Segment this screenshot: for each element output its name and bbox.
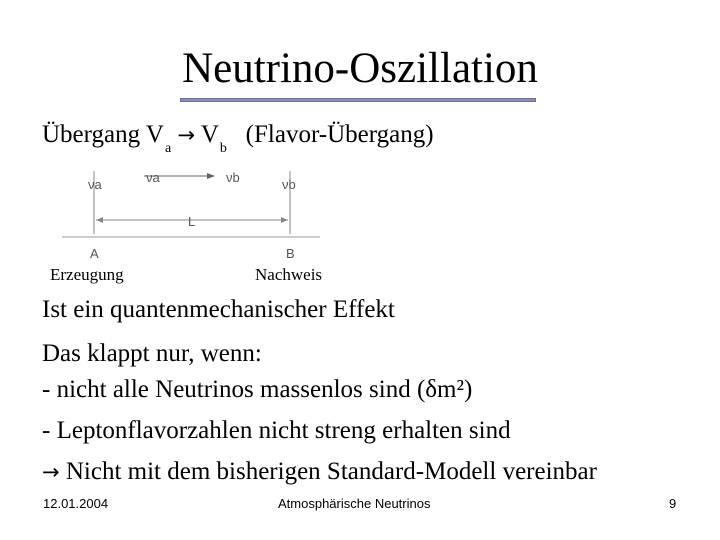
conclusion-text: Nicht mit dem bisherigen Standard-Modell vereinbar	[59, 458, 597, 485]
body-line-3: - nicht alle Neutrinos massenlos sind (δm²)	[42, 376, 473, 403]
slide-title: Neutrino-Oszillation	[182, 45, 538, 92]
transition-sub-b: b	[219, 141, 227, 156]
transition-line	[42, 120, 434, 164]
transition-sub-a: a	[164, 141, 172, 156]
footer-page-number: 9	[669, 496, 677, 511]
distance-arrow-left	[96, 217, 103, 223]
transition-prefix: Übergang V	[42, 121, 164, 148]
body-line-1: Ist ein quantenmechanischer Effekt	[42, 296, 395, 323]
point-b-label: B	[286, 246, 295, 261]
nu-b-arrow-label: νb	[226, 170, 240, 185]
body-line-4: - Leptonflavorzahlen nicht streng erhalten sind	[42, 417, 511, 444]
body-line-2: Das klappt nur, wenn:	[42, 340, 262, 367]
title-underline	[180, 98, 536, 102]
distance-arrow-right	[281, 217, 288, 223]
oscillation-diagram	[56, 168, 336, 268]
footer-date: 12.01.2004	[43, 496, 109, 511]
arrow-right-icon: →	[42, 460, 60, 484]
detection-caption: Nachweis	[255, 265, 323, 284]
point-a-label: A	[90, 246, 99, 261]
conclusion-line	[42, 457, 597, 487]
nu-a-left-label: νa	[88, 177, 102, 192]
nu-a-arrow-label: νa	[146, 170, 160, 185]
production-caption: Erzeugung	[50, 265, 124, 284]
transition-suffix: (Flavor-Übergang)	[245, 121, 434, 148]
nu-b-right-label: νb	[282, 177, 296, 192]
arrow-right-icon: →	[177, 123, 196, 147]
footer-center: Atmosphärische Neutrinos	[278, 496, 431, 511]
distance-label: L	[188, 214, 196, 229]
transition-mid: V	[195, 121, 219, 148]
